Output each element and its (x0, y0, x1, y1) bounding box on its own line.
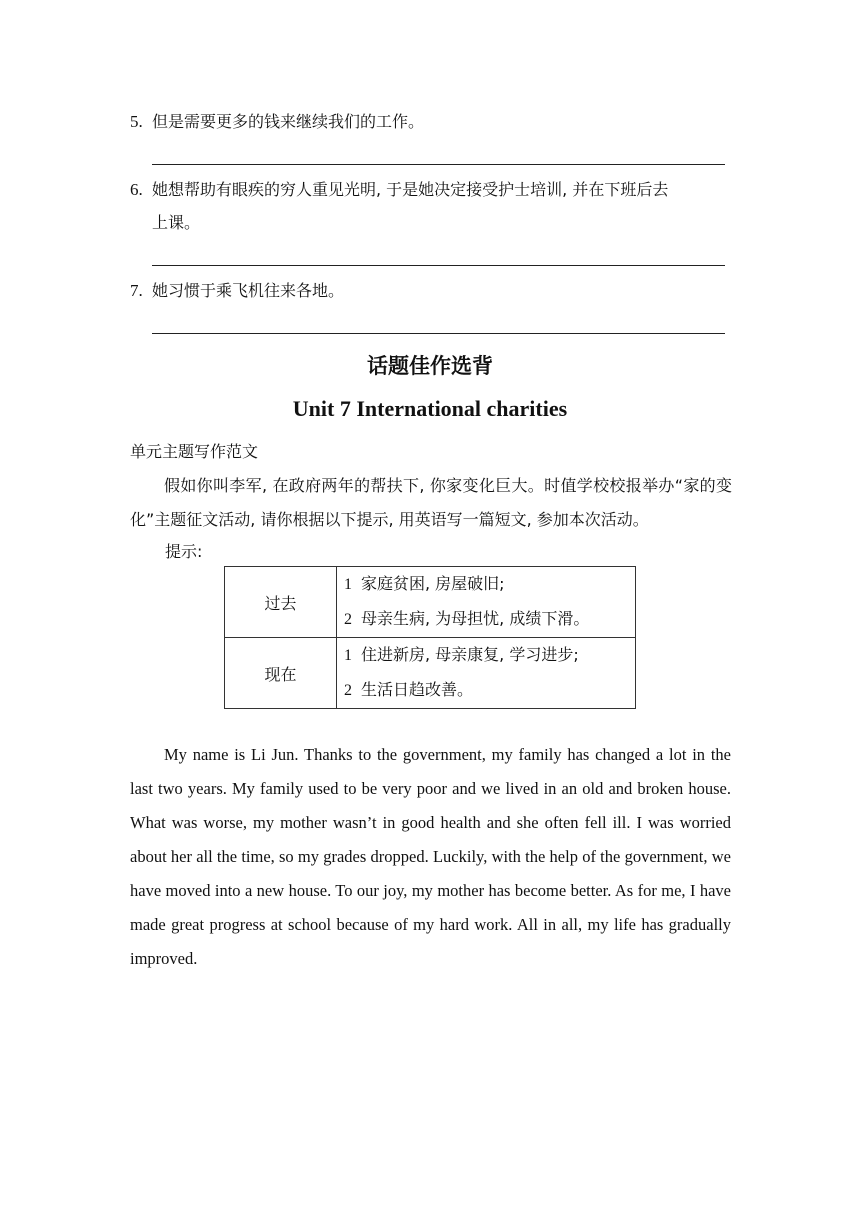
row-content (337, 638, 636, 709)
hint-item: 2 母亲生病, 为母担忧, 成绩下滑。 (344, 609, 590, 628)
answer-line-6[interactable] (152, 265, 725, 266)
table-row (225, 567, 636, 638)
question-7 (130, 281, 344, 301)
question-number: 5. (130, 112, 143, 131)
answer-line-7[interactable] (152, 333, 725, 334)
question-text: 但是需要更多的钱来继续我们的工作。 (152, 112, 425, 131)
hint-label: 提示: (165, 542, 203, 561)
row-label: 现在 (225, 638, 337, 709)
table-row (225, 638, 636, 709)
question-number: 7. (130, 281, 143, 300)
sub-heading: 单元主题写作范文 (130, 442, 259, 461)
row-content (337, 567, 636, 638)
question-5 (130, 112, 424, 132)
hint-item: 1 住进新房, 母亲康复, 学习进步; (344, 645, 579, 664)
section-title-cn: 话题佳作选背 (367, 354, 493, 378)
question-number: 6. (130, 180, 143, 199)
question-text: 她习惯于乘飞机往来各地。 (152, 281, 345, 300)
writing-prompt: 假如你叫李军, 在政府两年的帮扶下, 你家变化巨大。时值学校校报举办“家的变化”主题征文活动, 请你根据以下提示, 用英语写一篇短文, 参加本次活动。 (130, 476, 732, 529)
question-text: 她想帮助有眼疾的穷人重见光明, 于是她决定接受护士培训, 并在下班后去 (152, 180, 669, 199)
section-title-en: Unit 7 International charities (292, 396, 568, 421)
row-label: 过去 (225, 567, 337, 638)
answer-line-5[interactable] (152, 164, 725, 165)
sample-essay: My name is Li Jun. Thanks to the government, my family has changed a lot in the last two years. My family used to be very poor and we lived in an old and broken house. What was worse, my mother wasn’t in good health and she often fell ill. I was worried about her all the time, so my grades dropped. Luckily, with the help of the government, we have moved into a new house. To our joy, my mother has become better. As for me, I have made great progress at school because of my hard work. All in all, my life has gradually improved. (130, 745, 731, 968)
hint-item: 2 生活日趋改善。 (344, 680, 474, 699)
hint-table (224, 566, 636, 709)
question-6 (130, 180, 668, 200)
hint-item: 1 家庭贫困, 房屋破旧; (344, 574, 505, 593)
question-6-continuation: 上课。 (152, 213, 201, 232)
